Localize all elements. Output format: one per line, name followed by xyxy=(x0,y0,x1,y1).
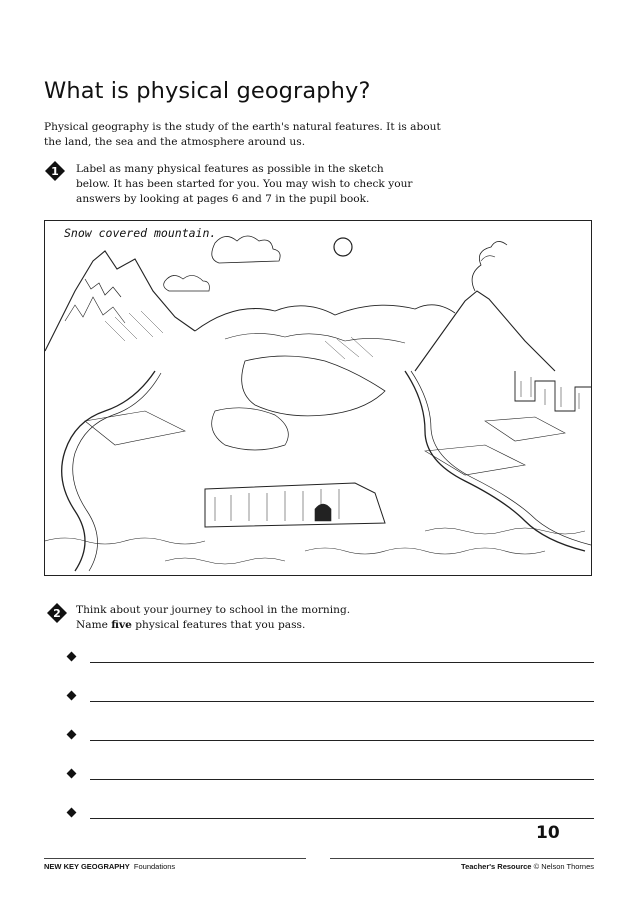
question-2-badge-icon xyxy=(47,603,67,623)
diamond-bullet-icon xyxy=(67,730,77,740)
footer-series-subtitle: Foundations xyxy=(133,862,176,871)
answer-row-3[interactable] xyxy=(68,726,594,765)
page-number: 10 xyxy=(536,823,560,843)
page-title: What is physical geography? xyxy=(44,78,371,104)
question-2-after: physical features that you pass. xyxy=(131,619,306,631)
question-1-number: 1 xyxy=(51,165,59,178)
answer-row-5[interactable] xyxy=(68,804,594,843)
footer-rule-left xyxy=(44,858,306,859)
question-2-text xyxy=(76,603,396,633)
footer-resource: Teacher's Resource xyxy=(461,862,532,871)
answer-row-1[interactable] xyxy=(68,648,594,687)
question-1-badge-icon xyxy=(45,161,65,181)
footer-rule-right xyxy=(330,858,594,859)
landscape-drawing xyxy=(45,221,592,576)
answer-row-2[interactable] xyxy=(68,687,594,726)
question-2-name: Name xyxy=(76,619,112,631)
diamond-bullet-icon xyxy=(67,808,77,818)
answer-line-4[interactable] xyxy=(90,779,594,780)
intro-paragraph: Physical geography is the study of the earth's natural features. It is about the land, the sea and the atmosphere around us. xyxy=(44,121,441,148)
question-2-number: 2 xyxy=(53,607,61,620)
footer-copyright xyxy=(461,862,594,871)
footer-publisher: © Nelson Thornes xyxy=(533,862,594,871)
question-2-line-2 xyxy=(76,618,396,633)
answer-line-5[interactable] xyxy=(90,818,594,819)
footer-series xyxy=(44,862,175,871)
landscape-sketch xyxy=(44,220,592,576)
question-2-bold: five xyxy=(111,619,132,631)
question-1-text: Label as many physical features as possible in the sketch below. It has been started for you. You may wish to check your answers by looking at pages 6 and 7 in the pupil book. xyxy=(76,163,413,205)
answer-line-2[interactable] xyxy=(90,701,594,702)
sketch-label-snow-mountain[interactable]: Snow covered mountain. xyxy=(64,226,217,240)
answer-lines xyxy=(68,648,594,843)
diamond-bullet-icon xyxy=(67,769,77,779)
answer-row-4[interactable] xyxy=(68,765,594,804)
question-2-line-1: Think about your journey to school in the morning. xyxy=(76,604,351,616)
answer-line-1[interactable] xyxy=(90,662,594,663)
diamond-bullet-icon xyxy=(67,691,77,701)
footer-series-title: NEW KEY GEOGRAPHY xyxy=(44,862,130,871)
diamond-bullet-icon xyxy=(67,652,77,662)
answer-line-3[interactable] xyxy=(90,740,594,741)
